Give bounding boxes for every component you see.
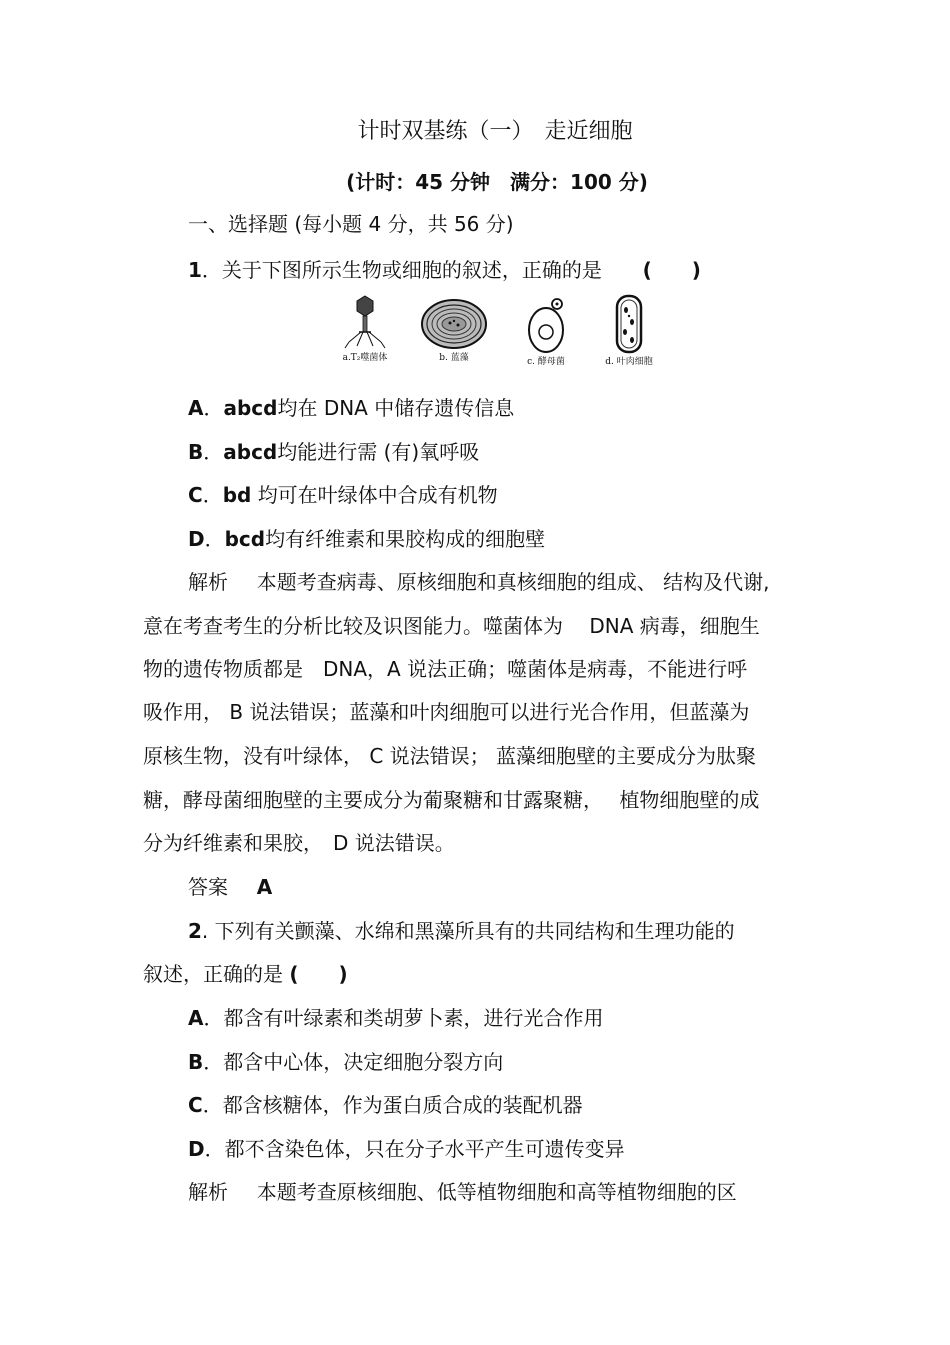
q1-analysis-line-4: 吸作用， B 说法错误；蓝藻和叶肉细胞可以进行光合作用，但蓝藻为	[143, 700, 750, 724]
q1-stem-text: 关于下图所示生物或细胞的叙述，正确的是	[221, 258, 602, 282]
q2-bracket: ( )	[289, 962, 348, 986]
q1-stem: 1．关于下图所示生物或细胞的叙述，正确的是 ( )	[188, 258, 701, 282]
section-heading: 一、选择题 (每小题 4 分，共 56 分)	[188, 212, 514, 236]
q2-option-c: C．都含核糖体，作为蛋白质合成的装配机器	[188, 1093, 583, 1117]
q1-number: 1	[188, 258, 202, 282]
q1-analysis-line-6: 糖，酵母菌细胞壁的主要成分为葡聚糖和甘露聚糖， 植物细胞壁的成	[143, 788, 760, 812]
q2-stem-line-1: 2. 下列有关颤藻、水绵和黑藻所具有的共同结构和生理功能的	[188, 919, 735, 943]
q1-analysis-line-1: 解析 本题考查病毒、原核细胞和真核细胞的组成、 结构及代谢,	[188, 570, 770, 594]
q1-option-a: A．abcd均在 DNA 中储存遗传信息	[188, 396, 515, 420]
q1-figure-row	[330, 294, 670, 380]
page-subtitle: (计时：45 分钟 满分：100 分)	[346, 170, 648, 194]
q1-analysis-label: 解析	[188, 570, 228, 594]
q1-figure-d-caption: d. 叶肉细胞	[605, 357, 653, 367]
q2-option-d: D．都不含染色体，只在分子水平产生可遗传变异	[188, 1137, 625, 1161]
q2-number: 2	[188, 919, 202, 943]
yeast-icon	[526, 294, 566, 354]
q1-bracket: ( )	[642, 258, 701, 282]
q1-figure-b	[418, 294, 490, 364]
cyanobacteria-icon	[420, 294, 488, 350]
q1-answer-label: 答案	[188, 875, 228, 899]
q1-analysis-line-2: 意在考查考生的分析比较及识图能力。噬菌体为 DNA 病毒，细胞生	[143, 614, 760, 638]
q1-option-c: C．bd 均可在叶绿体中合成有机物	[188, 483, 498, 507]
q1-analysis-line-3: 物的遗传物质都是 DNA，A 说法正确；噬菌体是病毒，不能进行呼	[143, 657, 748, 681]
q1-answer	[188, 873, 272, 901]
q2-stem-line-2: 叙述，正确的是 ( )	[143, 962, 348, 986]
mesophyll-cell-icon	[614, 294, 644, 354]
q1-option-d: D．bcd均有纤维素和果胶构成的细胞壁	[188, 527, 546, 551]
q1-figure-c	[518, 294, 574, 368]
q1-figure-d	[596, 294, 662, 368]
q1-figure-a-caption: a.T₂噬菌体	[342, 353, 388, 363]
q2-option-a: A．都含有叶绿素和类胡萝卜素，进行光合作用	[188, 1006, 604, 1030]
q2-analysis-label: 解析	[188, 1180, 228, 1204]
q1-analysis-line-5: 原核生物，没有叶绿体， C 说法错误； 蓝藻细胞壁的主要成分为肽聚	[143, 744, 757, 768]
q1-analysis-line-7: 分为纤维素和果胶， D 说法错误。	[143, 831, 455, 855]
q1-figure-a	[330, 294, 400, 364]
page-title: 计时双基练（一） 走近细胞	[357, 119, 633, 144]
phage-icon	[343, 294, 387, 350]
q1-figure-c-caption: c. 酵母菌	[527, 357, 565, 367]
q1-option-b: B．abcd均能进行需 (有)氧呼吸	[188, 440, 480, 464]
q1-answer-value: A	[256, 875, 273, 899]
q1-figure-b-caption: b. 蓝藻	[439, 353, 469, 363]
q2-analysis-line-1: 解析 本题考查原核细胞、低等植物细胞和高等植物细胞的区	[188, 1180, 737, 1204]
q2-option-b: B．都含中心体，决定细胞分裂方向	[188, 1050, 504, 1074]
